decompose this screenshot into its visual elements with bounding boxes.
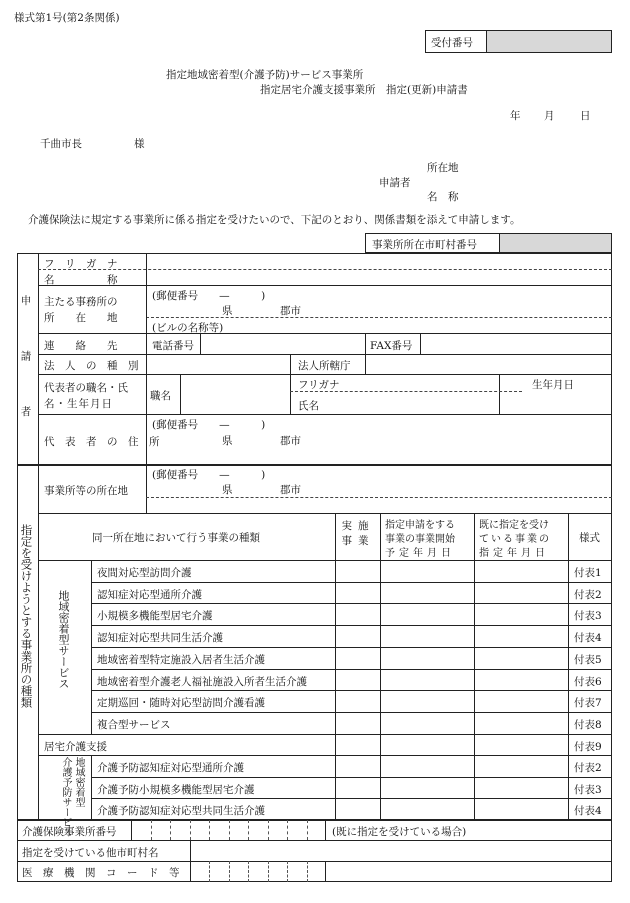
representative-furigana-label: フリガナ (298, 379, 340, 391)
municipality-code-label: 事業所所在市町村番号 (372, 239, 477, 251)
date-day: 日 (580, 110, 591, 122)
representative-label-2: 名・生年月日 (44, 398, 113, 410)
rep-address-prefecture: 県 (222, 435, 233, 447)
list-item: 地域密着型介護老人福祉施設入所者生活介護 (97, 676, 307, 688)
representative-name-label: 氏名 (298, 400, 319, 412)
applicant-label: 申請者 (379, 177, 411, 189)
facility-city: 郡市 (280, 484, 301, 496)
form-ref: 付表4 (574, 632, 602, 644)
form-ref: 付表5 (574, 654, 602, 666)
insurance-number-label: 介護保険事業所番号 (22, 826, 117, 838)
furigana-label: フ リ ガ ナ (44, 258, 118, 270)
corp-authority-label: 法人所轄庁 (298, 360, 351, 372)
form-ref: 付表2 (574, 589, 602, 601)
list-item: 複合型サービス (97, 719, 171, 731)
col-existing-date-1: 既に指定を受け (479, 520, 549, 531)
name-label: 名 称 (44, 274, 118, 286)
col-existing-date-3: 指定年月日 (479, 548, 549, 559)
representative-title-label: 職名 (150, 390, 171, 402)
list-item: 認知症対応型通所介護 (97, 589, 202, 601)
list-item: 地域密着型特定施設入居者生活介護 (97, 654, 265, 666)
date-year: 年 (510, 110, 521, 122)
form-number: 様式第1号(第2条関係) (14, 12, 120, 24)
representative-label-1: 代表者の職名・氏 (44, 382, 128, 394)
applicant-location-label: 所在地 (427, 162, 459, 174)
community-service-group-label: 地域密着型サービス (57, 590, 70, 689)
main-office-label-1: 主たる事務所の (44, 296, 118, 308)
col-start-date-1: 指定申請をする (385, 520, 455, 531)
rep-address-label: 代 表 者 の 住 所 (44, 436, 160, 448)
list-item: 介護予防小規模多機能型居宅介護 (97, 784, 255, 796)
form-ref: 付表3 (574, 610, 602, 622)
main-office-city: 郡市 (280, 305, 301, 317)
main-office-building: (ビルの名称等) (152, 322, 224, 334)
form-ref: 付表2 (574, 762, 602, 774)
col-existing-date-2: ている事業の (479, 534, 551, 545)
rep-address-city: 郡市 (280, 435, 301, 447)
main-office-label-2: 所 在 地 (44, 312, 118, 324)
facility-prefecture: 県 (222, 484, 233, 496)
col-implemented: 実施事業 (341, 520, 375, 547)
rep-address-postal: (郵便番号 — ) (152, 419, 266, 431)
col-form: 様式 (579, 532, 600, 544)
receipt-number-field[interactable] (486, 30, 612, 53)
form-ref: 付表6 (574, 676, 602, 688)
application-statement: 介護保険法に規定する事業所に係る指定を受けたいので、下記のとおり、関係書類を添えて申請します。 (28, 214, 521, 226)
form-title-line2: 指定居宅介護支援事業所 指定(更新)申請書 (260, 84, 468, 96)
phone-label: 電話番号 (152, 340, 194, 352)
col-start-date-3: 予定年月日 (385, 548, 455, 559)
contact-label: 連 絡 先 (44, 340, 118, 352)
applicant-section-label: 申請者 (19, 295, 32, 462)
corp-type-label: 法 人 の 種 別 (44, 360, 139, 372)
addressee: 千曲市長 (40, 138, 82, 150)
list-item: 介護予防認知症対応型共同生活介護 (97, 805, 265, 817)
list-item: 定期巡回・随時対応型訪問介護看護 (97, 697, 265, 709)
form-ref: 付表4 (574, 805, 602, 817)
main-office-prefecture: 県 (222, 305, 233, 317)
list-item: 小規模多機能型居宅介護 (97, 610, 213, 622)
already-designated-note: (既に指定を受けている場合) (332, 826, 467, 838)
facility-postal: (郵便番号 — ) (152, 469, 266, 481)
facility-location-label: 事業所等の所在地 (44, 485, 128, 497)
form-title-line1: 指定地域密着型(介護予防)サービス事業所 (166, 69, 364, 81)
list-item: 認知症対応型共同生活介護 (97, 632, 223, 644)
form-ref: 付表1 (574, 567, 602, 579)
fax-label: FAX番号 (370, 340, 413, 352)
list-item: 夜間対応型訪問介護 (97, 567, 192, 579)
form-ref: 付表9 (574, 741, 602, 753)
prevention-community-label: 地域密着型 (73, 757, 84, 807)
prevention-group-label: 介護予防サービス (60, 757, 71, 837)
col-business-type: 同一所在地において行う事業の種類 (92, 532, 260, 544)
facility-section-label: 指定を受けようとする事業所の種類 (19, 524, 34, 708)
medical-code-label: 医 療 機 関 コ ー ド 等 (22, 867, 180, 879)
other-municipality-label: 指定を受けている他市町村名 (22, 847, 159, 859)
form-ref: 付表7 (574, 697, 602, 709)
main-office-postal: (郵便番号 — ) (152, 290, 266, 302)
date-month: 月 (544, 110, 555, 122)
form-ref: 付表3 (574, 784, 602, 796)
birthdate-label: 生年月日 (532, 379, 574, 391)
receipt-number-label: 受付番号 (431, 37, 473, 49)
home-care-support: 居宅介護支援 (44, 741, 107, 753)
addressee-honorific: 様 (134, 138, 145, 150)
col-start-date-2: 事業の事業開始 (385, 534, 455, 545)
form-ref: 付表8 (574, 719, 602, 731)
applicant-name-label: 名 称 (427, 191, 459, 203)
municipality-code-field[interactable] (499, 233, 612, 253)
list-item: 介護予防認知症対応型通所介護 (97, 762, 244, 774)
